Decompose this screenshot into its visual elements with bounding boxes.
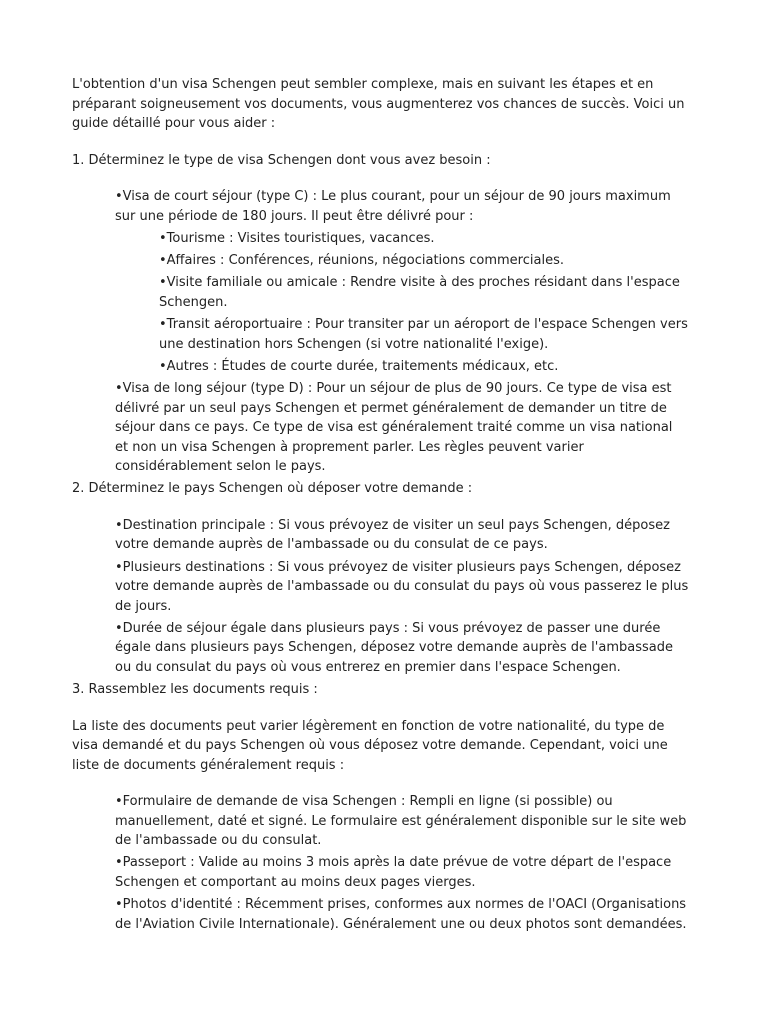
list-item-text: de jours. [115, 598, 172, 614]
list-item-text: Schengen et comportant au moins deux pages vierges. [115, 874, 476, 890]
list-item-equal-duration [115, 619, 768, 678]
list-item-multiple-destinations [115, 558, 768, 617]
list-item-text: votre demande auprès de l'ambassade ou du consulat de ce pays. [115, 537, 548, 553]
list-item-text: séjour dans ce pays. Ce type de visa est généralement traité comme un visa national [115, 420, 673, 435]
section-2-heading [72, 479, 768, 499]
sublist-item-airport-transit [159, 315, 768, 354]
list-item-application-form [115, 792, 768, 851]
paragraph-line: La liste des documents peut varier légèrement en fonction de votre nationalité, du type de [72, 718, 665, 734]
list-item-short-stay-visa [115, 187, 768, 376]
section-1-list [115, 187, 768, 477]
list-item-text: délivré par un seul pays Schengen et permet généralement de demander un titre de [115, 400, 667, 416]
short-stay-purposes-list [159, 229, 768, 377]
list-item-text: •Affaires : Conférences, réunions, négociations commerciales. [159, 253, 564, 268]
list-item-text: Schengen. [159, 294, 228, 310]
list-item-text: •Transit aéroportuaire : Pour transiter par un aéroport de l'espace Schengen vers [159, 317, 688, 332]
section-3-heading [72, 680, 768, 700]
list-item-text: •Tourisme : Visites touristiques, vacances. [159, 230, 435, 246]
list-item-text: et non un visa Schengen à proprement parler. Les règles peuvent varier [115, 439, 584, 455]
list-item-text: •Autres : Études de courte durée, traitements médicaux, etc. [159, 358, 559, 374]
paragraph-line: liste de documents généralement requis : [72, 757, 345, 773]
intro-paragraph [72, 75, 768, 134]
list-item-text: •Visa de court séjour (type C) : Le plus courant, pour un séjour de 90 jours maximum [115, 189, 671, 204]
list-item-text: •Visa de long séjour (type D) : Pour un séjour de plus de 90 jours. Ce type de visa est [115, 381, 672, 396]
sublist-item-business [159, 251, 768, 271]
intro-line: préparant soigneusement vos documents, vous augmenterez vos chances de succès. Voici un [72, 96, 685, 112]
list-item-text: considérablement selon le pays. [115, 459, 326, 474]
list-item-text: ou du consulat du pays où vous entrerez en premier dans l'espace Schengen. [115, 659, 621, 675]
section-3-list [115, 792, 768, 934]
list-item-text: •Durée de séjour égale dans plusieurs pays : Si vous prévoyez de passer une durée [115, 620, 661, 636]
intro-line: L'obtention d'un visa Schengen peut sembler complexe, mais en suivant les étapes et en [72, 77, 654, 92]
list-item-text: •Plusieurs destinations : Si vous prévoyez de visiter plusieurs pays Schengen, déposez [115, 559, 681, 575]
list-item-text: sur une période de 180 jours. Il peut être délivré pour : [115, 208, 474, 224]
section-3-intro-paragraph [72, 717, 768, 776]
list-item-text: une destination hors Schengen (si votre nationalité l'exige). [159, 336, 549, 352]
section-1-heading [72, 151, 768, 171]
list-item-text: égale dans plusieurs pays Schengen, déposez votre demande auprès de l'ambassade [115, 640, 673, 656]
list-item-passport [115, 853, 768, 892]
list-item-text: •Photos d'identité : Récemment prises, conformes aux normes de l'OACI (Organisations [115, 897, 687, 912]
sublist-item-tourism [159, 229, 768, 249]
list-item-text: votre demande auprès de l'ambassade ou du consulat du pays où vous passerez le plus [115, 579, 689, 594]
heading-text: 1. Déterminez le type de visa Schengen dont vous avez besoin : [72, 152, 491, 168]
heading-text: 2. Déterminez le pays Schengen où déposer votre demande : [72, 481, 473, 497]
section-2-list [115, 516, 768, 678]
list-item-id-photos [115, 895, 768, 934]
list-item-text: •Visite familiale ou amicale : Rendre visite à des proches résidant dans l'espace [159, 275, 680, 291]
sublist-item-other [159, 357, 768, 377]
list-item-text: •Destination principale : Si vous prévoyez de visiter un seul pays Schengen, déposez [115, 517, 670, 533]
list-item-text: •Formulaire de demande de visa Schengen : Rempli en ligne (si possible) ou [115, 794, 613, 809]
list-item-text: de l'Aviation Civile Internationale). Généralement une ou deux photos sont demandées. [115, 916, 687, 932]
heading-text: 3. Rassemblez les documents requis : [72, 682, 318, 697]
sublist-item-family-visit [159, 273, 768, 312]
paragraph-line: visa demandé et du pays Schengen où vous déposez votre demande. Cependant, voici une [72, 738, 668, 753]
list-item-text: manuellement, daté et signé. Le formulaire est généralement disponible sur le site web [115, 813, 687, 829]
intro-line: guide détaillé pour vous aider : [72, 116, 276, 131]
list-item-text: •Passeport : Valide au moins 3 mois après la date prévue de votre départ de l'espace [115, 855, 672, 871]
list-item-main-destination [115, 516, 768, 555]
list-item-long-stay-visa [115, 379, 768, 477]
list-item-text: de l'ambassade ou du consulat. [115, 833, 322, 848]
